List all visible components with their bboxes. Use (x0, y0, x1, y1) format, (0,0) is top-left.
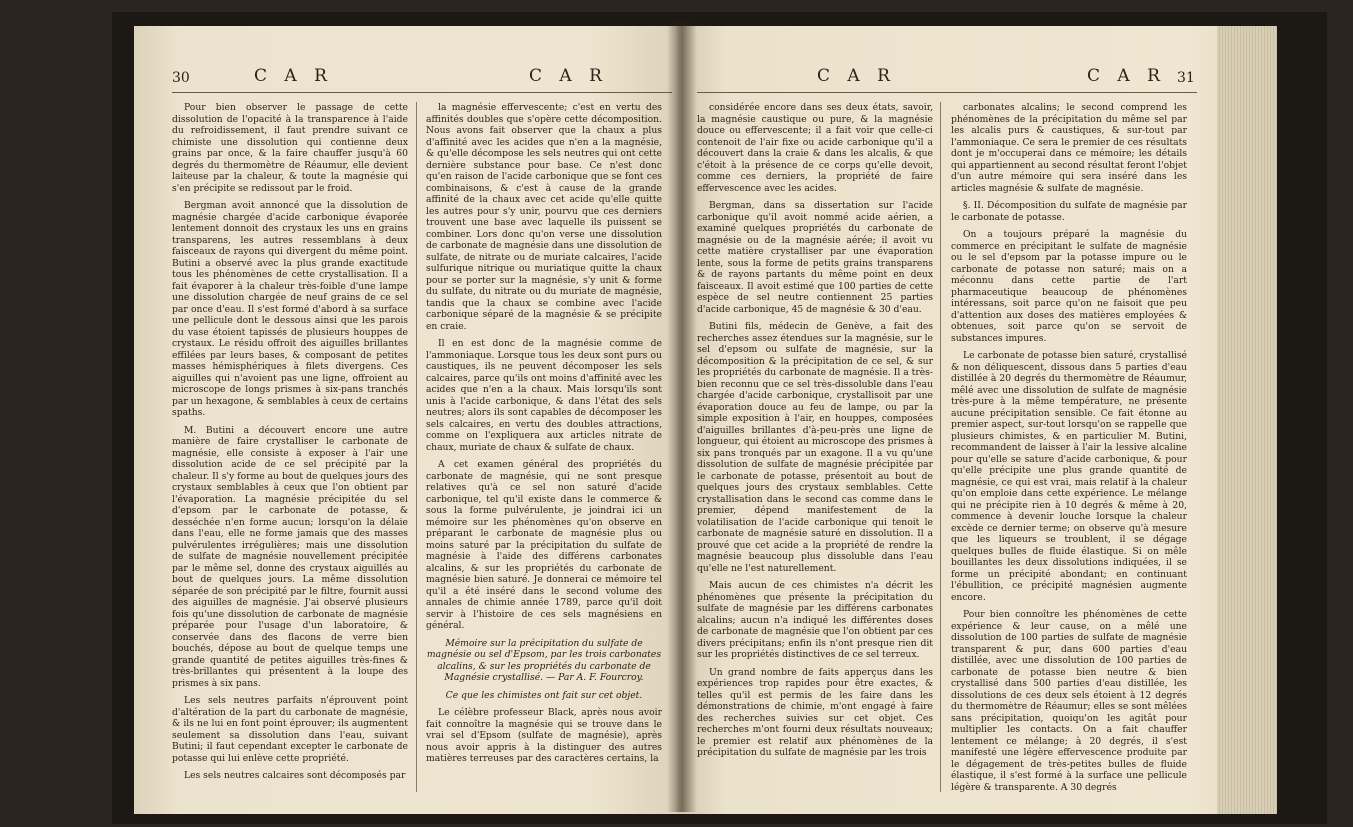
text-column-2 (951, 102, 1187, 802)
paragraph: Pour bien connoître les phénomènes de cette expérience & leur cause, on a mêlé une dissolution de 100 parties de sulfate de magnésie transparent & pur, dans 600 parties d'eau distillée, avec une dissolution de 100 parties de carbonate de potasse bien neutre & bien crystallisé dans 500 parties d'eau distillée, les dissolutions de ces deux sels étoient à 12 degrés du thermomètre de Réaumur; elles se sont mêlées sans précipitation, quoiqu'on les agitât pour multiplier les contacts. On a fait chauffer lentement ce mélange; à 20 degrés, il s'est manifesté une légère effervescence produite par le dégagement de très-petites bulles de fluide élastique, il s'est formé à la surface une pellicule légère & transparente. A 30 degrés (951, 609, 1187, 793)
right-page (677, 26, 1277, 814)
text-column-1 (697, 102, 933, 802)
paragraph: considérée encore dans ses deux états, savoir, la magnésie caustique ou pure, & la magnésie douce ou effervescente; il a fait voir que celle-ci contenoit de l'air fixe ou acide carbonique qu'il a découvert dans la craie & dans les alcalis, & que c'étoit à la présence de ce corps qu'elle devoit, comme ces derniers, la propriété de faire effervescence avec les acides. (697, 102, 933, 194)
paragraph: carbonates alcalins; le second comprend les phénomènes de la précipitation du même sel par les alcalis purs & caustiques, & sur-tout par l'ammoniaque. Ce sera le premier de ces résultats dont je m'occuperai dans ce mémoire; les détails qui appartiennent au second résultat feront l'objet d'un autre mémoire qui sera inséré dans les articles magnésie & sulfate de magnésie. (951, 102, 1187, 194)
paragraph: Les sels neutres calcaires sont décomposés par (184, 770, 406, 781)
page-edges (1217, 26, 1277, 814)
paragraph: Ce que les chimistes ont fait sur cet objet. (445, 689, 643, 701)
running-header-right: C A R (529, 66, 608, 86)
paragraph: Un grand nombre de faits apperçus dans les expériences trop rapides pour être exactes, & telles qu'il est permis de les faire dans les démonstrations de chimie, m'ont engagé à faire des recherches suivies sur cet objet. Ces recherches m'ont fourni deux résultats nouveaux; le premier est relatif aux phénomènes de la précipitation du sulfate de magnésie par les trois (697, 666, 933, 758)
book-gutter (667, 22, 697, 812)
text-column-2 (426, 102, 662, 802)
left-page (134, 26, 699, 814)
header-rule (697, 92, 1197, 93)
paragraph: la magnésie effervescente; c'est en vertu des affinités doubles que s'opère cette décomposition. Nous avons fait observer que la chaux a plus d'affinité avec les acides que n'en a la magnésie, & qu'elle décompose les sels neutres qui ont cette dernière substance pour base. Ce n'est donc qu'en raison de l'acide carbonique que se font ces combinaisons, & c'est à cause de la grande affinité de la chaux avec cet acide qu'elle quitte les autres pour s'y unir, pourvu que ces derniers trouvent une base avec laquelle ils puissent se combiner. Lors donc qu'on verse une dissolution de carbonate de magnésie dans une dissolution de sulfate, de nitrate ou de muriate calcaires, l'acide sulfurique nitrique ou muriatique quitte la chaux pour se porter sur la magnésie, s'y unit & forme du sulfate, du nitrate ou du muriate de magnésie, tandis que la chaux se combine avec l'acide carbonique séparé de la magnésie & se précipite en craie. (426, 102, 662, 332)
paragraph: Il en est donc de la magnésie comme de l'ammoniaque. Lorsque tous les deux sont purs ou caustiques, ils ne peuvent décomposer les sels calcaires, parce qu'ils ont moins d'affinité avec les acides que n'en a la chaux. Mais lorsqu'ils sont unis à l'acide carbonique, & dans l'état des sels neutres; alors ils sont capables de décomposer les sels calcaires, en vertu des doubles attractions, comme on l'expliquera aux articles nitrate de chaux, muriate de chaux & sulfate de chaux. (426, 338, 662, 453)
paragraph: M. Butini a découvert encore une autre manière de faire crystalliser le carbonate de magnésie, elle consiste à exposer à l'air une dissolution acide de ce sel précipité par la chaleur. Il s'y forme au bout de quelques jours des crystaux semblables à ceux que l'on obtient par l'évaporation. La magnésie précipitée du sel d'epsom par le carbonate de potasse, & desséchée n'en forme aucun; lorsqu'on la délaie dans l'eau, elle ne forme jamais que des masses pulvérulentes irrégulières; mais une dissolution de sulfate de magnésie nouvellement précipitée par le même sel, donne des crystaux aiguillés au bout de quelques jours. La même dissolution séparée de son précipité par le filtre, fournit aussi des aiguilles de magnésie. J'ai observé plusieurs fois qu'une dissolution de carbonate de magnésie préparée pour l'usage d'un laboratoire, & conservée dans des flacons de verre bien bouchés, dépose au bout de quelque temps une grande quantité de petites aiguilles très-fines & très-brillantes qui présentent à la loupe des prismes à six pans. (172, 424, 408, 689)
column-divider (940, 102, 941, 792)
running-header-left: C A R (817, 66, 896, 86)
paragraph: Pour bien observer le passage de cette dissolution de l'opacité à la transparence à l'aide du refroidissement, il faut prendre suivant ce chimiste une dissolution qui contienne deux grains par once, & la faire chauffer jusqu'à 60 degrés du thermomètre de Réaumur, elle devient laiteuse par la chaleur, & toute la magnésie qui s'en précipite se redissout par le froid. (172, 102, 408, 194)
page-number: 31 (1177, 70, 1195, 86)
running-header-left: C A R (254, 66, 333, 86)
page-number: 30 (172, 70, 190, 86)
paragraph: Mais aucun de ces chimistes n'a décrit les phénomènes que présente la précipitation du sulfate de magnésie par les différens carbonates alcalins; aucun n'a indiqué les différentes doses de carbonate de magnésie que l'on obtient par ces divers précipitans; enfin ils n'ont presque rien dit sur les propriétés distinctives de ce sel terreux. (697, 580, 933, 660)
paragraph: Bergman avoit annoncé que la dissolution de magnésie chargée d'acide carbonique évaporée lentement donnoit des crystaux les uns en grains transparens, les autres ressemblans à deux faisceaux de rayons qui divergent du même point. Butini a observé avec la plus grande exactitude tous les phénomènes de cette crystallisation. Il a fait évaporer à la chaleur très-foible d'une lampe une dissolution chargée de neuf grains de ce sel par once d'eau. Il s'est formé d'abord à sa surface une pellicule dont le dessous ainsi que les parois du vase étoient tapissés de plusieurs houppes de crystaux. Le résidu offroit des aiguilles brillantes effilées par leurs bases, & composant de petites masses hémisphériques à filets divergens. Ces aiguilles qui n'avoient pas une ligne, offroient au microscope de longs prismes à six-pans tranchés par un hexagone, & semblables à ceux de certains spaths. (172, 200, 408, 418)
running-header-right: C A R (1087, 66, 1166, 86)
paragraph: §. II. Décomposition du sulfate de magnésie par le carbonate de potasse. (951, 200, 1187, 223)
paragraph: Bergman, dans sa dissertation sur l'acide carbonique qu'il avoit nommé acide aérien, a examiné quelques propriétés du carbonate de magnésie ou de la magnésie aérée; il avoit vu cette matière crystalliser par une évaporation lente, sous la forme de petits grains transparens & de rayons partants du même point en deux faisceaux. Il avoit estimé que 100 parties de cette espèce de sel neutre contiennent 25 parties d'acide carbonique, 45 de magnésie & 30 d'eau. (697, 200, 933, 315)
open-book (112, 12, 1327, 824)
paragraph: A cet examen général des propriétés du carbonate de magnésie, qui ne sont presque relatives qu'à ce sel non saturé d'acide carbonique, tel qu'il existe dans le commerce & sous la forme pulvérulente, je joindrai ici un mémoire sur les phénomènes qu'on observe en préparant le carbonate de magnésie plus ou moins saturé par la précipitation du sulfate de magnésie à l'aide des différens carbonates alcalins, & sur les propriétés du carbonate de magnésie bien saturé. Je donnerai ce mémoire tel qu'il a été inséré dans le second volume des annales de chimie année 1789, parce qu'il doit servir à l'histoire de ces sels magnésiens en général. (426, 459, 662, 631)
paragraph: Butini fils, médecin de Genève, a fait des recherches assez étendues sur la magnésie, sur le sel d'epsom ou sulfate de magnésie, sur la décomposition & la précipitation de ce sel, & sur les propriétés du carbonate de magnésie. Il a très-bien reconnu que ce sel très-dissoluble dans l'eau chargée d'acide carbonique, crystallisoit par une évaporation douce au feu de lampe, ou par la simple exposition à l'air, en houppes, composées d'aiguilles brillantes d'à-peu-près une ligne de longueur, qui étoient au microscope des prismes à six pans tronqués par un exagone. Il a vu qu'une dissolution de sulfate de magnésie précipitée par le carbonate de potasse, présentoit au bout de quelques jours des crystaux semblables. Cette crystallisation dans le second cas comme dans le premier, dépend manifestement de la volatilisation de l'acide carbonique qui tenoit le carbonate de magnésie saturé en dissolution. Il a prouvé que cet acide a la propriété de rendre la magnésie beaucoup plus dissoluble dans l'eau qu'elle ne l'est naturellement. (697, 321, 933, 574)
text-column-1 (172, 102, 408, 802)
header-rule (172, 92, 672, 93)
paragraph: Le célèbre professeur Black, après nous avoir fait connoître la magnésie qui se trouve dans le vrai sel d'Epsom (sulfate de magnésie), après nous avoir appris à la distinguer des autres matières terreuses par des caractères certains, la (426, 707, 662, 764)
paragraph: Mémoire sur la précipitation du sulfate de magnésie ou sel d'Epsom, par les trois carbonates alcalins, & sur les propriétés du carbonate de Magnésie crystallisé. — Par A. F. Fourcroy. (426, 637, 662, 683)
paragraph: On a toujours préparé la magnésie du commerce en précipitant le sulfate de magnésie ou le sel d'epsom par la potasse impure ou le carbonate de potasse non saturé; mais on a méconnu dans cette partie de l'art pharmaceutique beaucoup de phénomènes intéressans, soit parce qu'on ne faisoit que peu d'attention aux doses des matières employées & obtenues, soit parce qu'on se servoit de substances impures. (951, 229, 1187, 344)
paragraph: Les sels neutres parfaits n'éprouvent point d'altération de la part du carbonate de magnésie, & ils ne lui en font point éprouver; ils augmentent seulement sa dissolution dans l'eau, suivant Butini; il faut cependant excepter le carbonate de potasse qui lui enlève cette propriété. (172, 695, 408, 764)
column-divider (416, 102, 417, 792)
paragraph: Le carbonate de potasse bien saturé, crystallisé & non déliquescent, dissous dans 5 parties d'eau distillée à 20 degrés du thermomètre de Réaumur, mêlé avec une dissolution de sulfate de magnésie très-pure à la même température, ne présente aucune précipitation sensible. Ce fait étonne au premier aspect, sur-tout lorsqu'on se rappelle que plusieurs chimistes, & en particulier M. Butini, recommandent de laisser à l'air la lessive alcaline pour qu'elle se sature d'acide carbonique, & pour qu'elle précipite une plus grande quantité de magnésie, ce qui est vrai, mais relatif à la chaleur qu'on emploie dans cette expérience. Le mélange qui ne précipite rien à 10 degrés & même à 20, commence à devenir louche lorsque la chaleur excède ce dernier terme; on observe qu'à mesure que les liqueurs se troublent, il se dégage quelques bulles de fluide élastique. Si on mêle bouillantes les deux dissolutions indiquées, il se forme un précipité abondant; en continuant l'ébullition, ce précipité magnésien augmente encore. (951, 350, 1187, 603)
